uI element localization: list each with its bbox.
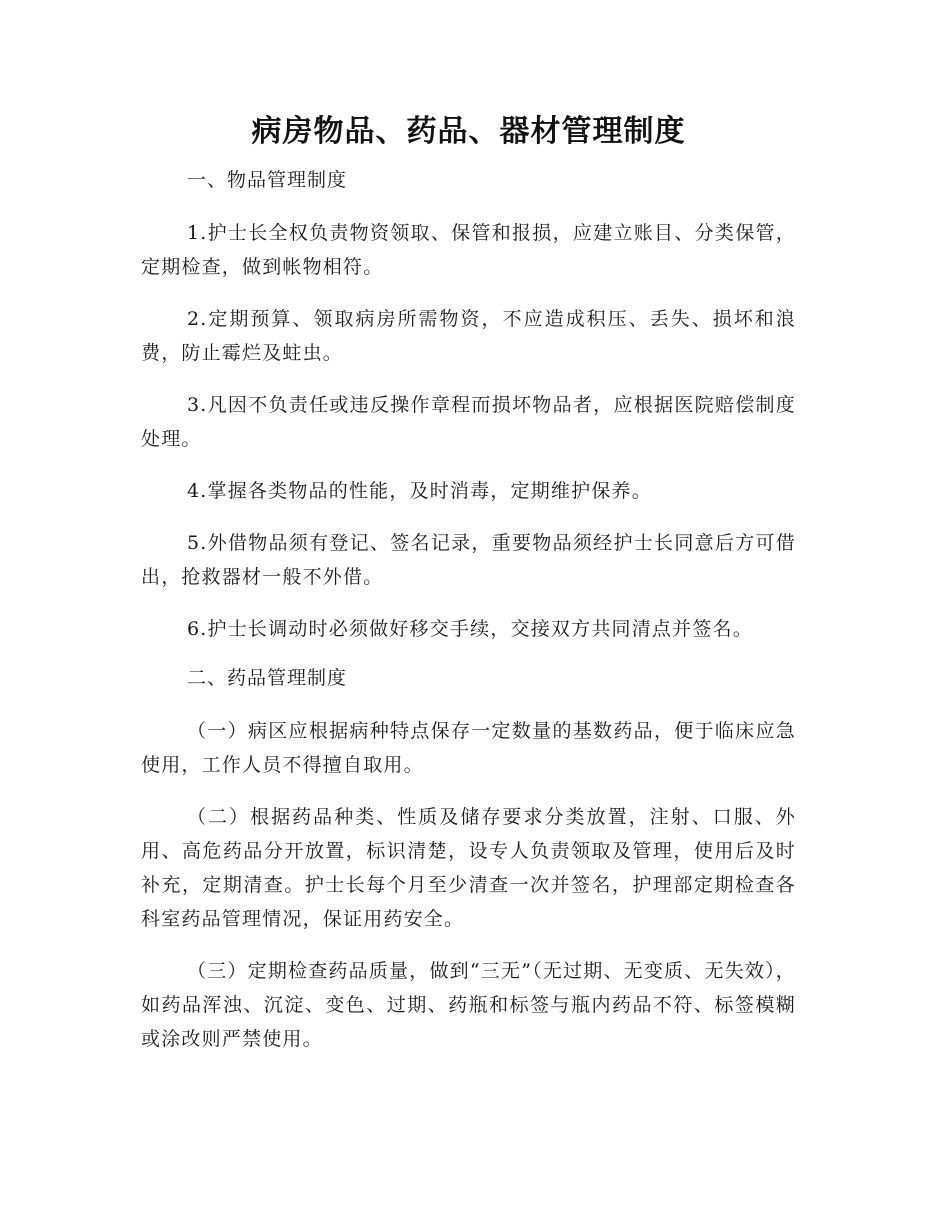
- paragraph: （二）根据药品种类、性质及储存要求分类放置，注射、口服、外用、高危药品分开放置，标识清楚，设专人负责领取及管理，使用后及时补充，定期清查。护士长每个月至少清查一次并签名，护理部定期检查各科室药品管理情况，保证用药安全。: [141, 806, 796, 930]
- paragraph: 2.定期预算、领取病房所需物资，不应造成积压、丢失、损坏和浪费，防止霉烂及蛀虫。: [141, 308, 796, 364]
- paragraph: 5.外借物品须有登记、签名记录，重要物品须经护士长同意后方可借出，抢救器材一般不外借。: [141, 532, 796, 588]
- paragraph: （一）病区应根据病种特点保存一定数量的基数药品，便于临床应急使用，工作人员不得擅自取用。: [141, 720, 796, 776]
- section-heading-supplies: 一、物品管理制度: [187, 169, 348, 191]
- paragraph: 4.掌握各类物品的性能，及时消毒，定期维护保养。: [187, 480, 652, 502]
- paragraph: 1.护士长全权负责物资领取、保管和报损，应建立账目、分类保管，定期检查，做到帐物相符。: [141, 222, 796, 278]
- paragraph: 3.凡因不负责任或违反操作章程而损坏物品者，应根据医院赔偿制度处理。: [141, 394, 796, 450]
- document-title: 病房物品、药品、器材管理制度: [251, 114, 686, 149]
- paragraph: 6.护士长调动时必须做好移交手续，交接双方共同清点并签名。: [187, 618, 753, 640]
- document-body: [141, 112, 796, 1074]
- section-heading-medicines: 二、药品管理制度: [187, 667, 348, 689]
- paragraph: （三）定期检查药品质量，做到“三无”（无过期、无变质、无失效），如药品浑浊、沉淀、变色、过期、药瓶和标签与瓶内药品不符、标签模糊或涂改则严禁使用。: [141, 960, 796, 1050]
